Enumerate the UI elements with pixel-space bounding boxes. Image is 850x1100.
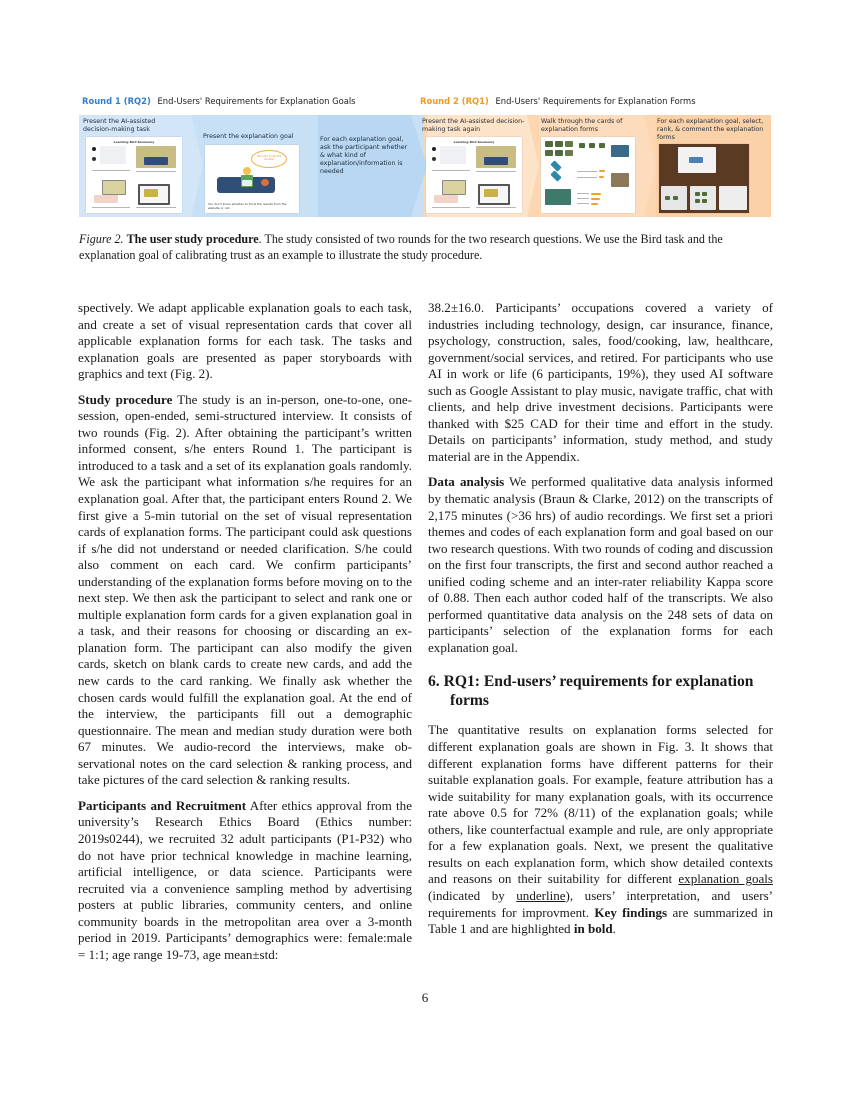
diagram-node (550, 160, 561, 171)
round-2-step-2 (541, 115, 646, 217)
text-line (432, 207, 470, 208)
bird-icon (432, 157, 436, 161)
underlined-term: explanation goals (678, 871, 773, 887)
card-image (695, 192, 700, 196)
round-1-step-2 (203, 115, 306, 217)
figure-2-study-procedure (79, 96, 771, 218)
text-line (577, 198, 589, 199)
explanation-goal-storyboard-thumbnail (205, 145, 299, 213)
card-image (579, 143, 585, 148)
text-line (476, 207, 516, 208)
person-head-illustration (243, 167, 251, 175)
card-image (702, 199, 707, 203)
step-label: Present the AI-assisted decision-making task again (422, 118, 525, 133)
bird-photo (144, 189, 158, 197)
underlined-term: underline (516, 887, 566, 903)
round-1-step-3 (320, 115, 416, 217)
chevron-arrow-icon (191, 115, 203, 217)
section-number: 6. (428, 673, 440, 691)
section-title: RQ1: End-users’ requirements for explanation forms (443, 673, 754, 710)
left-column (78, 300, 412, 972)
card-image (599, 143, 605, 148)
paragraph-text: The study is an in-person, one-to-one, one-session, open-ended, semi-structured interview. It consists of two rounds (Fig. 2). After obtaining the participant’s written informed consent, s/he enters Round 1. The participant is introduced to a task and a set of its explanation goals randomly. We ask the participant what information s/he requires for an explanation goal. After that, the participant enters Round 2. We first give a 5-min tutorial on the set of visual representation cards of explanation forms. The participant could ask questions if s/he did not understand or needed clarification. S/he could also comment on each card. We confirm participants’ understanding of the explanation forms before moving on to the next step. We then ask the participant to select and rank one or multiple explanation form cards for a given explanation goal in a task, and their reasons for choosing or discarding an explanation form. The participant can also modify the given cards, sketch on blank cards to create new cards, and add the new cards to the card ranking. We finally ask whether the chosen cards would fulfill the explanation goal. At the end of the interview, the participants fill out a demographic questionnaire. The mean and median study duration were both 67 minutes. We audio-record the interviews, make observational notes on the card selection & ranking process, and take pictures of the card selection & ranking results. (78, 391, 412, 788)
text-line (432, 170, 470, 171)
step-label: For each explanation goal, ask the participant whether & what kind of explanation/information is needed (320, 136, 408, 175)
sofa-illustration (484, 157, 508, 165)
cloud-text: Should I trust the results? (256, 154, 282, 162)
step-label: Present the explanation goal (203, 133, 294, 140)
text-line (577, 193, 589, 194)
run-in-heading: Participants and Recruitment (78, 797, 247, 813)
card-image (695, 199, 700, 203)
explanation-form-cards-thumbnail (541, 137, 635, 213)
bar-indicator (591, 193, 601, 195)
paragraph-participants (78, 798, 412, 963)
text-line (577, 203, 589, 204)
bird-icon (92, 147, 96, 151)
text-line (476, 171, 516, 172)
round-2-heading: End-Users' Requirements for Explanation Forms (495, 96, 696, 106)
text-line (577, 171, 597, 172)
paragraph-study-procedure (78, 392, 412, 789)
text-line (577, 177, 597, 178)
text-line (92, 170, 130, 171)
text-span: ), users’ interpretation, and users’ requirements for improvment. (428, 887, 773, 920)
bird-icon (432, 147, 436, 151)
bird-grid-image (100, 146, 126, 164)
round-2-step-3 (657, 115, 769, 217)
text-line (136, 207, 176, 208)
figure-label: Figure 2. (79, 232, 124, 246)
figure-caption (79, 231, 774, 263)
card-image (673, 196, 678, 200)
blue-bird-photo (545, 189, 571, 205)
run-in-heading: Study procedure (78, 391, 173, 407)
card-ranking-photo (659, 144, 749, 213)
paragraph-continuation: spectively. We adapt applicable explanation goals to each task, and create a set of visual representation cards that cover all applicable explanation forms for each task. The tasks and explanation goals are presented as paper storyboards with graphics and text (Fig. 2). (78, 300, 412, 382)
paragraph-demographics: 38.2±16.0. Participants’ occupations covered a variety of industries including technology, design, car insurance, finance, psychology, construction, sales, food/cooking, law, healthcare, government/social services, and retired. For participants who use AI in work or life (6 participants, 19%), they used AI software such as Google Assistant to play music, navigate traffic, chat with clients, and help drive investment decisions. Participants were thanked with $25 CAD for their time and effort in the study. Details on participants’ information, study method, and study material are in the Appendix. (428, 300, 773, 464)
bar-indicator (591, 203, 598, 205)
bar-indicator (599, 170, 605, 172)
bird-photo (611, 173, 629, 187)
bird-grid-image (440, 146, 466, 164)
card-image (702, 192, 707, 196)
paragraph-results (428, 722, 773, 937)
round-1-tag: Round 1 (RQ2) (82, 96, 151, 106)
hands-illustration (434, 195, 458, 203)
round-1-heading: End-Users' Requirements for Explanation Goals (157, 96, 356, 106)
storyboard-caption: You don't know whether to trust the results from the website or not. (208, 202, 287, 211)
bird-photo (442, 180, 466, 195)
bird-task-storyboard-thumbnail (426, 137, 522, 213)
round-1-title (82, 96, 356, 106)
paragraph-text: After ethics approval from the university’s Research Ethics Board (Ethics number: 2019s0244), we recruited 32 adult participants (P1-P32) who do not have prior technical knowledge in machine learning, artificial intelligence, or data science. Participants were recruited via a convenience sampling method by advertising posters at public libraries, community centers, and online community boards in the metropolitan area over a 3-month period in 2019. Participants’ demographics were: female:male = 1:1; age range 19-73, age mean±std: (78, 797, 412, 962)
round-2-step-1 (420, 115, 530, 217)
laptop-illustration (242, 180, 252, 186)
card-image (565, 141, 573, 147)
step-label: Present the AI-assisted decision-making task (83, 118, 156, 133)
hands-illustration (94, 195, 118, 203)
dog-illustration (261, 179, 269, 186)
paragraph-data-analysis (428, 474, 773, 656)
card-image (545, 141, 553, 147)
bird-photo (102, 180, 126, 195)
bold-term: Key findings (594, 904, 668, 920)
figure-caption-title: The user study procedure (126, 232, 259, 246)
card-image (545, 150, 553, 156)
step-label: For each explanation goal, select, rank, & comment the explanation forms (657, 118, 764, 141)
text-span: . (612, 921, 616, 937)
text-line (92, 207, 130, 208)
bird-task-storyboard-thumbnail (86, 137, 182, 213)
diagram-node (550, 170, 561, 181)
card-image (665, 196, 670, 200)
thumbnail-title: Learning Bird taxonomy (113, 140, 155, 144)
card-image (565, 150, 573, 156)
card-image (555, 150, 563, 156)
thumbnail-title: Learning Bird taxonomy (453, 140, 495, 144)
bird-icon (92, 157, 96, 161)
card-image (589, 143, 595, 148)
right-column (428, 300, 773, 947)
round-2-title (420, 96, 696, 106)
bold-term: in bold (573, 921, 613, 937)
step-label: Walk through the cards of explanation forms (541, 118, 623, 133)
card-image (555, 141, 563, 147)
card-image (689, 157, 703, 163)
round-1-step-1 (79, 115, 191, 217)
bar-indicator (599, 176, 604, 178)
text-line (136, 171, 176, 172)
paragraph-text: We performed qualitative data analysis informed by thematic analysis (Braun & Clarke, 2012) on the transcripts of 2,175 minutes (>36 hrs) of audio recordings. We first set a priori themes and codes of each explanation form and goal based on our two research questions. With two rounds of coding and discussion on the first four transcripts, the first and second author reached a unified coding scheme and an inter-rater reliability Kappa score of 0.88. Then each author coded half of the transcripts. We also performed quantitative data analysis on the 248 sets of data on participants’ selection of the explanation forms for each explanation goal. (428, 474, 773, 655)
round-2-tag: Round 2 (RQ1) (420, 96, 489, 106)
bird-photo (484, 189, 498, 197)
bar-indicator (591, 198, 600, 200)
form-card (690, 186, 716, 210)
section-heading (428, 672, 773, 710)
chevron-arrow-icon (306, 115, 318, 217)
text-span: are summarized in Table 1 and are highlighted (428, 904, 773, 937)
thought-cloud (251, 150, 287, 168)
blue-bird-photo (611, 145, 629, 157)
run-in-heading: Data analysis (428, 474, 505, 490)
text-span: (indicated by (428, 887, 517, 903)
text-span: The quantitative results on explanation forms selected for different explanation goals are shown in Fig. 3. It shows that different explanation forms have different patterns for their suitable explanation goals. For example, feature attribution has a wide suitability for many explanation goals, with its occurrence rate above 0.5 for 72% (8/11) of the explanation goals; while others, like counterfactual example and rule, are only appropriate for a few explanation goals. Next, we present the qualitative results on each explanation form, which show detailed contexts and reasons on their suitability for different (428, 722, 773, 887)
form-card (719, 186, 747, 210)
page-number: 6 (421, 990, 429, 1005)
figure-caption-text: . The study consisted of two rounds for the two research questions. We use the Bird task and the explanation goal of calibrating trust as an example to illustrate the study procedure. (79, 232, 723, 262)
sofa-illustration (144, 157, 168, 165)
